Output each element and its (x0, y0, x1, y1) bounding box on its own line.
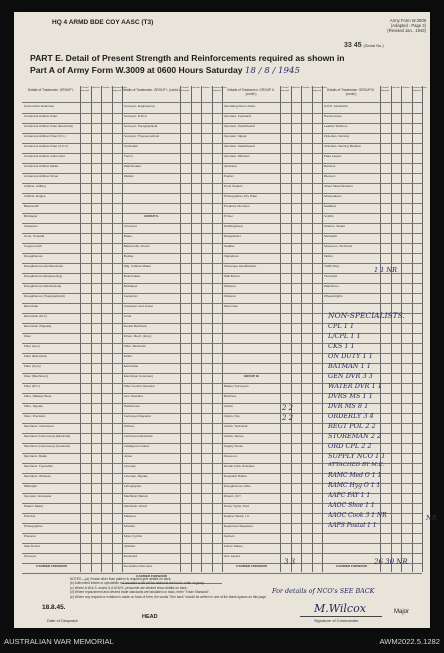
table-row-label: Predictor Numbers (224, 204, 250, 208)
handwritten-entry: AAPS Postal 1 1 (328, 522, 377, 529)
column-subheader: Reinforcements Required (211, 87, 227, 92)
handwritten-entry: AAOC Cook 3 1 NR (328, 512, 387, 519)
column-header: Details of Tradesmen. GROUP II. (contd.) (227, 88, 275, 96)
column-header: Details of Tradesmen. GROUP I. (contd.) (122, 88, 180, 92)
table-row-label: Intelligence Duties (124, 444, 150, 448)
table-row-label: Armament Artificer Radio (24, 164, 59, 168)
table-row-label: Pattern Maker (24, 504, 44, 508)
table-row-label: Painter (224, 174, 234, 178)
note-line: (e) Where any request or notation is made on back of form, the words "See back" should be written in one of the blank spaces on this page. (70, 594, 267, 599)
handwritten-entry: AAPC PAY 1 1 (328, 492, 371, 499)
table-row-label: Clerks, Technical (224, 424, 248, 428)
title-line-1: PART E. Detail of Present Strength and Reinforcements required as shown in (30, 53, 345, 63)
handwritten-entry: BATMAN 1 1 (328, 362, 371, 370)
table-row-label: Carpenter and Joiner (124, 304, 154, 308)
table-row-label: Orderlies, Nursing Medical (324, 144, 361, 148)
handwritten-entry: 3 3 (284, 558, 296, 566)
handwritten-entry: GEN DVR 3 3 (328, 372, 373, 380)
handwritten-entry: REGT POL 2 2 (328, 422, 376, 430)
table-row-label: Joiner (124, 454, 133, 458)
table-row-label: Gun Layers (224, 554, 240, 558)
title-year: 5 (294, 66, 300, 76)
column-subheader: Posted Strength (280, 87, 290, 92)
handwritten-see-back: For details of NCO's SEE BACK (272, 587, 375, 595)
table-row-label: Mechanic, Instrument (24, 424, 54, 428)
table-row-label: Farriers (224, 534, 235, 538)
table-row-label: Battery Surveyors (224, 384, 249, 388)
table-row-label: Watchmaker (124, 164, 142, 168)
row-rule (322, 533, 422, 534)
table-row-label: Draughtsman (24, 254, 43, 258)
handwritten-entry: 2 2 (282, 404, 294, 412)
table-row-label: Mfg. Cabinet Maker (124, 264, 151, 268)
strength-table (22, 86, 437, 578)
table-row-label: Electrician (124, 364, 139, 368)
archive-accession: AWM2022.5.1282 (379, 637, 440, 646)
despatch-date-label: Date of Despatch (47, 618, 78, 623)
handwritten-entry: 1 1 NR (374, 266, 397, 274)
handwritten-entry: CKS 1 1 (328, 342, 355, 350)
table-row-label: Surveyor (24, 554, 37, 558)
handwritten-entry: DVRS MS 1 1 (328, 392, 373, 400)
table-row-label: Plate Layers (324, 154, 342, 158)
title-line-2 (30, 64, 422, 77)
column-rule (180, 86, 181, 572)
table-row-label: Driller (124, 354, 133, 358)
table-row-label: GROUP II. (144, 214, 159, 218)
column-subheader: Deficient (91, 87, 100, 89)
table-row-label: Blacksmith (24, 204, 39, 208)
table-column-group (122, 86, 227, 578)
table-row-label: Operator, Wireless (224, 154, 250, 158)
table-row-label: Clerks, Stores (224, 434, 244, 438)
row-rule (222, 343, 322, 344)
table-row-label: Armament Artificer Fitter (A.F.V.) (24, 144, 69, 148)
handwritten-entry: ORDERLY 3 4 (328, 412, 374, 420)
table-row-label: Armourer (124, 224, 137, 228)
row-rule (222, 363, 322, 364)
column-subheader: Posted Strength (180, 87, 190, 92)
row-rule (222, 353, 322, 354)
table-row-label: Fitter (Machinery) (24, 374, 49, 378)
table-row-label: Lineman (124, 464, 136, 468)
column-subheader: Surplus (302, 87, 310, 89)
table-row-label: Cook (124, 314, 132, 318)
table-row-label: Operator, Switchboard (224, 124, 255, 128)
note-line: (d) Where replacement and desired trade standards are tabulated on back, enter "Trade Standard". (70, 590, 210, 595)
table-row-label: Operating Room Assts. (224, 104, 256, 108)
form-ref-line: (Revised Jan., 1943) (387, 28, 426, 33)
table-row-label: Welder (124, 174, 134, 178)
handwritten-entry: L/CPL 1 1 (328, 332, 361, 340)
table-row-label: Surveyor, R.M.A. (124, 114, 148, 118)
table-row-label: Artificer, Engine (24, 194, 46, 198)
handwritten-entry: NON-SPECIALISTS. (328, 311, 405, 320)
table-row-label: Lithographer (124, 484, 142, 488)
table-row-label: Stokers, Steam (324, 224, 346, 228)
table-row-label: Millwright (24, 484, 37, 488)
table-row-label: Riveters (324, 174, 336, 178)
table-row-label: Machinist, Wood (124, 504, 147, 508)
column-rule (380, 86, 381, 572)
row-rule (322, 543, 422, 544)
column-subheader: Surplus (102, 87, 110, 89)
archive-name: AUSTRALIAN WAR MEMORIAL (4, 637, 114, 646)
table-row-label: Fitters' Mates (224, 544, 243, 548)
table-row-label: Carpenter (24, 224, 38, 228)
row-rule (322, 573, 422, 574)
unit-name: HQ 4 ARMD BDE COY AASC (T3) (52, 19, 154, 26)
column-subheader: Deficient (391, 87, 400, 89)
table-row-label: Fitter (Electrical) (24, 354, 47, 358)
table-row-label: Armament Artificer Fitter (Electrical) (24, 124, 73, 128)
column-rule (401, 86, 402, 572)
head-stamp: HEAD (142, 614, 158, 620)
serial-number (344, 42, 384, 49)
table-row-label: Wall Borers (224, 274, 240, 278)
table-row-label: Wireless (224, 294, 236, 298)
title-date: 18 / 8 / 194 (244, 66, 295, 76)
handwritten-entry: ON DUTY 1 1 (328, 352, 373, 360)
row-rule (222, 333, 322, 334)
form-title (30, 52, 422, 77)
column-subheader: Reinforcements Required (311, 87, 327, 92)
table-row-label: Boilermaker (124, 274, 141, 278)
table-row-label: Wheelwrights (324, 294, 343, 298)
table-row-label: Rubbingstone (224, 224, 244, 228)
commander-rank: Major (394, 609, 410, 615)
row-rule (122, 193, 222, 194)
table-row-label: Driver Typist, Pool (224, 504, 250, 508)
table-row-label: Supply Clerks (224, 444, 244, 448)
table-row-label: Saddler (224, 244, 235, 248)
table-row-label: Artificer, Artillery (24, 184, 47, 188)
table-row-label: Riveters (324, 164, 336, 168)
table-row-label: Rangefinder (224, 234, 241, 238)
table-row-label: Orderlies, Nursing (324, 134, 349, 138)
table-row-label: Mechanic (Instrument) (Electrical) (24, 434, 71, 438)
table-row-label: Draughtsman (Topographical) (24, 294, 65, 298)
table-row-label: Fitter, Precision (24, 414, 46, 418)
table-row-label: Traffic Reg. (324, 264, 340, 268)
handwritten-entry: ATTACHED BY M.E. (328, 462, 385, 468)
row-rule (122, 183, 222, 184)
form-reference (350, 18, 426, 33)
table-row-label: Sheet Metal Workers (324, 184, 353, 188)
archive-footer (0, 632, 444, 653)
table-row-label: Bricklayer (24, 214, 38, 218)
column-subheader: Posted Strength (80, 87, 90, 92)
table-row-label: Shoemakers (324, 194, 342, 198)
table-row-label: Surveyor, Engineering (124, 104, 155, 108)
table-row-label: Engine Hands, I.C. (224, 514, 250, 518)
row-rule (222, 313, 322, 314)
column-rule (291, 86, 292, 572)
column-rule (301, 86, 302, 572)
table-row-label: Motorman (224, 304, 238, 308)
handwritten-entry: 2 2 (282, 414, 294, 422)
title-line-2-text: Part A of Army Form W.3009 at 0600 Hours Saturday (30, 65, 243, 75)
table-row-label: Leather Stitchers (324, 124, 348, 128)
table-row-label: CARRIED FORWARD (36, 564, 67, 568)
handwritten-entry: SUPPLY NCO 1 1 (328, 452, 386, 460)
table-row-label: Electrician (Signals) (24, 324, 52, 328)
table-row-label: Electrician (Lineman) (124, 374, 154, 378)
table-row-label: Signalman (224, 254, 239, 258)
serial-value: 33 45 (344, 42, 362, 49)
table-row-label: Builder (124, 254, 134, 258)
table-row-label: GROUP III. (243, 374, 260, 378)
column-subheader: Reinforcements Required (111, 87, 127, 92)
row-rule (22, 573, 122, 574)
table-row-label: Instrument Mechanic (124, 434, 153, 438)
table-row-label: Saw Doctor (24, 544, 40, 548)
table-row-label: Fitter, Signals (24, 404, 43, 408)
table-row-label: Stewards (324, 234, 337, 238)
column-rule (191, 86, 192, 572)
header-rule (22, 102, 122, 103)
column-rule (91, 86, 92, 572)
table-row-label: Drivers, M.T. (224, 494, 242, 498)
row-rule (322, 553, 422, 554)
table-row-label: Plumber (24, 514, 36, 518)
table-column-group (22, 86, 127, 572)
handwritten-entry: RAMC Med O 1 1 (328, 472, 382, 479)
table-row-label: Ammunition Examiner (24, 104, 55, 108)
note-line: NOTES.—(a) If trade other than pattern is required give details on back. (70, 577, 172, 581)
table-row-label: Fitter (Gyro) (24, 364, 41, 368)
table-row-label: Storemen, Technical (324, 244, 352, 248)
table-row-label: Armament Artificer Instrument (24, 154, 65, 158)
table-row-label: Instrument Repairer (124, 414, 152, 418)
despatch-date: 18.8.45. (42, 604, 66, 611)
form-sheet (14, 12, 437, 628)
table-row-label: Machinist (Metal) (124, 494, 148, 498)
table-row-label: CARRIED FORWARD (336, 564, 367, 568)
serial-label: (Serial No.) (363, 43, 384, 48)
column-rule (280, 86, 281, 572)
column-subheader: Deficient (291, 87, 300, 89)
handwritten-entry: STOREMAN 2 2 (328, 432, 382, 440)
column-rule (412, 86, 413, 572)
table-row-label: CARRIED FORWARD (136, 574, 167, 578)
signature-line (300, 616, 382, 617)
handwritten-entry: AAOC Shoe 1 1 (328, 502, 375, 509)
table-row-label: Hairdresser (124, 404, 140, 408)
table-row-label: Dental Clerk Orderlies (224, 464, 255, 468)
header-rule (322, 102, 422, 103)
header-rule (122, 102, 222, 103)
table-row-label: Optician (124, 544, 136, 548)
form-ref-line: (Adapted : Page 3) (390, 23, 426, 28)
table-row-label: Smiths (324, 214, 334, 218)
table-row-label: Electrician (24, 304, 39, 308)
note-line: (c) Where A.W.A.S. and/or A.A.M.W.S. personnel are desired show details on back. (70, 585, 188, 590)
table-row-label: Masseur (124, 514, 136, 518)
column-header: Details of Tradesmen. GROUP I. (27, 88, 75, 92)
table-row-label: Blacksmith, Drover (124, 244, 150, 248)
column-subheader: Surplus (202, 87, 210, 89)
table-row-label: Watchmen (324, 284, 339, 288)
commander-signature: M.Wilcox (314, 602, 366, 615)
handwritten-entry: WATER DVR 1 1 (328, 382, 382, 390)
table-row-label: Draughtsman (Engineering) (24, 274, 63, 278)
form-ref-line: Army Form W.3009 (389, 18, 426, 23)
table-row-label: Fitter, Railway Steel (24, 394, 52, 398)
table-row-label: Baker (124, 234, 133, 238)
handwritten-entry: 26 30 NR (374, 558, 408, 566)
column-rule (312, 86, 313, 572)
row-rule (322, 303, 422, 304)
column-subheader: Surplus (402, 87, 410, 89)
handwritten-entry: RAMC Hyg O 1 1 (328, 482, 381, 489)
handwritten-entry: NR (426, 514, 437, 522)
table-row-label: Moulder (124, 524, 136, 528)
table-row-label: Wireless (224, 284, 236, 288)
table-row-label: Storemen (224, 454, 238, 458)
handwritten-entry: ORD CPL 2 2 (328, 442, 372, 450)
table-row-label: Hammermen (324, 114, 342, 118)
table-row-label: Fitter (Gun) (24, 344, 40, 348)
table-row-label: Mechanic, Wireless (24, 474, 51, 478)
table-row-label: Detonator (124, 554, 138, 558)
table-row-label: Draughtsman, Misc. (224, 484, 252, 488)
column-subheader: Reinforcements Required (411, 87, 427, 92)
column-subheader: Deficient (191, 87, 200, 89)
table-row-label: Fitter (M.V.) (24, 384, 41, 388)
row-rule (122, 203, 222, 204)
table-row-label: Draughtsman (Mechanical) (24, 284, 62, 288)
table-row-label: Surveyor, Topographical (124, 124, 158, 128)
table-row-label: Carpenter (124, 294, 138, 298)
table-column-group (222, 86, 327, 572)
table-row-label: Fitter, Mechanic (124, 344, 146, 348)
table-row-label: Clerks, Pay (224, 414, 240, 418)
column-rule (391, 86, 392, 572)
table-row-label: Electrician (M.V.) (24, 314, 48, 318)
table-row-label: Coppersmith (24, 244, 42, 248)
table-row-label: Driver, Mech. (Eng.) (124, 334, 152, 338)
table-row-label: Toolmaker (124, 144, 139, 148)
table-row-label: Operator, Excavator (24, 494, 52, 498)
table-row-label: Kitchen (124, 424, 135, 428)
table-row-label: Operator, Switchboard (224, 144, 255, 148)
handwritten-entry: DVR MS 8 1 (328, 402, 369, 410)
table-row-label: Tailors (324, 254, 333, 258)
table-row-label: Clerks (224, 404, 233, 408)
table-row-label: Printer (224, 214, 234, 218)
table-row-label: Plasterer (24, 534, 37, 538)
table-row-label: Dental Mechanic (124, 324, 148, 328)
table-row-label: Mechanic, Radio (24, 454, 48, 458)
table-row-label: Pond Sealers (224, 184, 243, 188)
table-row-label: Armament Artificer Fitter (F.C.) (24, 134, 66, 138)
table-row-label: Armament Artificer Fitter (24, 114, 58, 118)
table-row-label: Operator, Keyboard (224, 114, 252, 118)
table-row-label: Gun Operator (124, 394, 143, 398)
signature-label: Signature of Commander (314, 618, 359, 623)
column-rule (201, 86, 202, 572)
table-row-label: Draughtsman (Architectural) (24, 264, 63, 268)
column-header: Details of Tradesmen. GROUP III. (contd.) (327, 88, 375, 96)
table-row-label: Bricklayer (124, 284, 138, 288)
note-line: (b) Authorised trades or specialists not included in list will be added at the foot in order of group. (70, 581, 205, 586)
header-rule (222, 102, 322, 103)
table-row-label: Butchers (224, 394, 237, 398)
table-row-label: Opticians (224, 164, 237, 168)
column-subheader: Posted Strength (380, 87, 390, 92)
table-row-label: Operator, Signal (224, 134, 247, 138)
table-row-label: CARRIED FORWARD (236, 564, 267, 568)
table-row-label: Photographer (24, 524, 43, 528)
table-row-label: Photographer, Dry Plate (224, 194, 258, 198)
column-rule (212, 86, 213, 572)
table-row-label: Armament Artificer Driver (24, 174, 59, 178)
column-rule (80, 86, 81, 572)
row-rule (222, 323, 322, 324)
table-row-label: Motor Cyclist (124, 534, 142, 538)
table-row-label: Turner (124, 154, 133, 158)
table-row-label: Fitter (24, 334, 32, 338)
table-row-label: Lineman, Signals (124, 474, 148, 478)
table-row-label: G.P.O. Assistants (324, 104, 348, 108)
table-row-label: Fitter Control Operator (124, 384, 155, 388)
table-row-label: Saddlers (324, 204, 337, 208)
table-row-label: Despatch Riders (224, 474, 247, 478)
table-row-label: Mechanic (Instrument) (Geodetic) (24, 444, 71, 448)
column-rule (101, 86, 102, 572)
table-row-label: Surveyor, Trigonometrical (124, 134, 160, 138)
column-rule (422, 86, 423, 572)
table-row-label: Demolition Part Asst. (124, 564, 153, 568)
table-row-label: Cook, Hospital (24, 234, 45, 238)
row-rule (222, 573, 322, 574)
table-row-label: Tinsmiths (324, 274, 338, 278)
handwritten-entry: CPL 1 1 (328, 322, 355, 330)
table-row-label: Equipment Repairers (224, 524, 254, 528)
table-row-label: Telescope Identification (224, 264, 257, 268)
column-rule (112, 86, 113, 572)
table-row-label: Mechanic, Typewriter (24, 464, 54, 468)
